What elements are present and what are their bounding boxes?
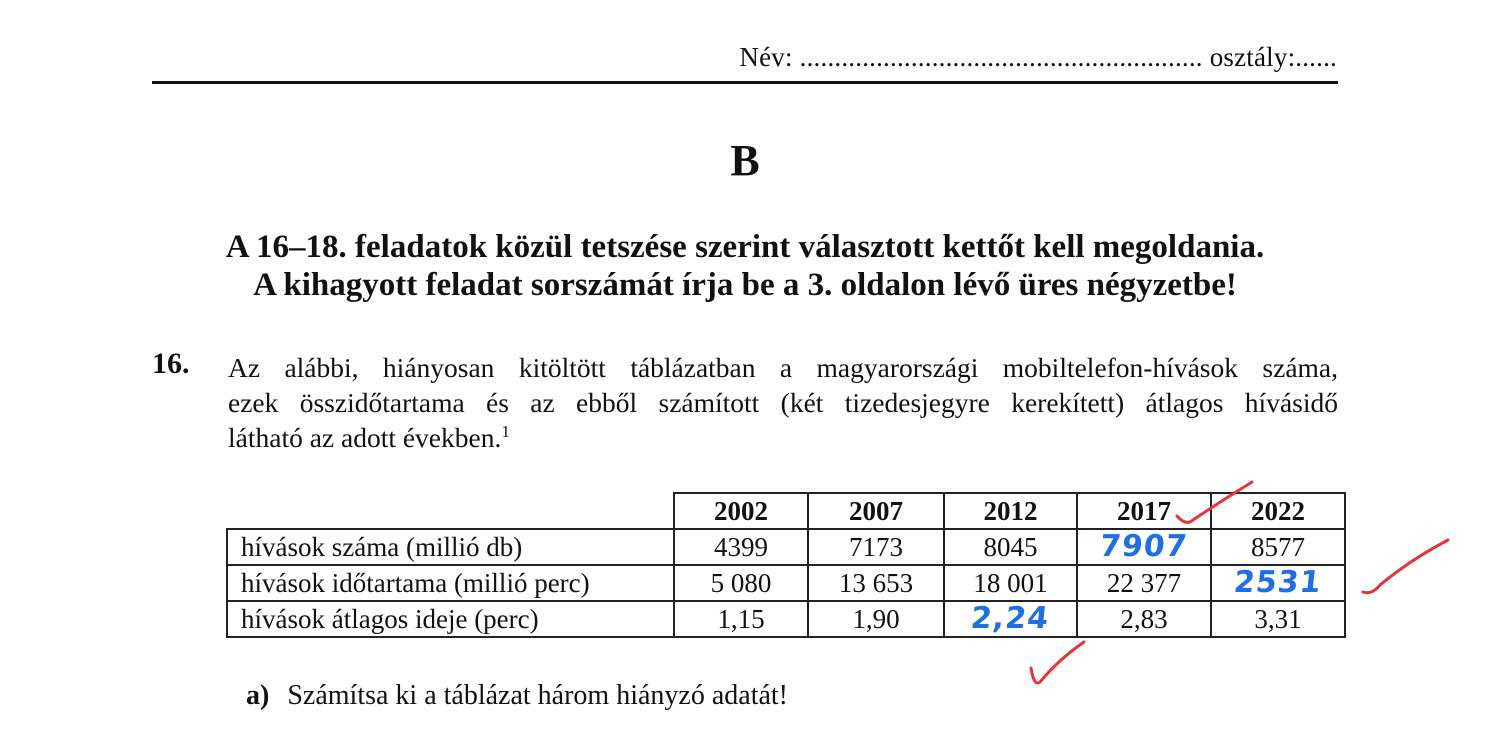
checkmark-icon (1363, 540, 1448, 593)
table-cell: 8577 (1211, 529, 1345, 565)
task-text-line-3 (228, 420, 1338, 455)
table-row (227, 601, 1345, 637)
header-rule (152, 81, 1338, 84)
table-cell: 1,90 (808, 601, 944, 637)
handwritten-answer-cell (1211, 565, 1345, 601)
handwritten-answer: 2,24 (969, 601, 1052, 636)
table-cell: 4399 (674, 529, 808, 565)
checkmark-icon (1031, 642, 1084, 683)
task-text-line-3-text: látható az adott években. (228, 422, 502, 453)
data-table (226, 492, 1346, 638)
task-number: 16. (152, 347, 190, 380)
table-header-row (227, 493, 1345, 529)
table-cell: 7173 (808, 529, 944, 565)
task-text-line-1: Az alábbi, hiányosan kitöltött táblázatban a magyarországi mobiltelefon-hívások száma, (228, 352, 1338, 383)
subtask-a (246, 680, 788, 712)
table-row (227, 529, 1345, 565)
table-cell: 1,15 (674, 601, 808, 637)
year-header: 2007 (808, 493, 944, 529)
table-row (227, 565, 1345, 601)
row-label: hívások száma (millió db) (227, 529, 674, 565)
year-header: 2002 (674, 493, 808, 529)
table-cell: 22 377 (1077, 565, 1211, 601)
table-corner-cell (227, 493, 674, 529)
handwritten-answer: 2531 (1232, 565, 1324, 600)
handwritten-answer: 7907 (1098, 529, 1190, 564)
table-cell: 3,31 (1211, 601, 1345, 637)
subtask-label: a) (246, 680, 270, 711)
header-name-class-line: Név: .......................................................... osztály:...... (739, 42, 1337, 72)
row-label: hívások átlagos ideje (perc) (227, 601, 674, 637)
subtask-text: Számítsa ki a táblázat három hiányzó adatát! (287, 680, 789, 711)
footnote-mark: 1 (501, 421, 510, 441)
table-cell: 13 653 (808, 565, 944, 601)
instruction-line-2: A kihagyott feladat sorszámát írja be a 3. oldalon lévő üres négyzetbe! (253, 267, 1237, 303)
instruction-line-1: A 16–18. feladatok közül tetszése szerint választott kettőt kell megoldania. (225, 229, 1265, 265)
task-text (228, 350, 1338, 455)
row-label: hívások időtartama (millió perc) (227, 565, 674, 601)
section-letter: B (730, 136, 760, 185)
task-text-line-2: ezek összidőtartama és az ebből számított (két tizedesjegyre kerekített) átlagos hívásidő (228, 387, 1338, 418)
table-cell: 5 080 (674, 565, 808, 601)
year-header: 2017 (1077, 493, 1211, 529)
table-cell: 8045 (944, 529, 1077, 565)
year-header: 2022 (1211, 493, 1345, 529)
table-cell: 2,83 (1077, 601, 1211, 637)
handwritten-answer-cell (944, 601, 1077, 637)
year-header: 2012 (944, 493, 1077, 529)
table-cell: 18 001 (944, 565, 1077, 601)
instruction (0, 228, 1490, 304)
handwritten-answer-cell (1077, 529, 1211, 565)
